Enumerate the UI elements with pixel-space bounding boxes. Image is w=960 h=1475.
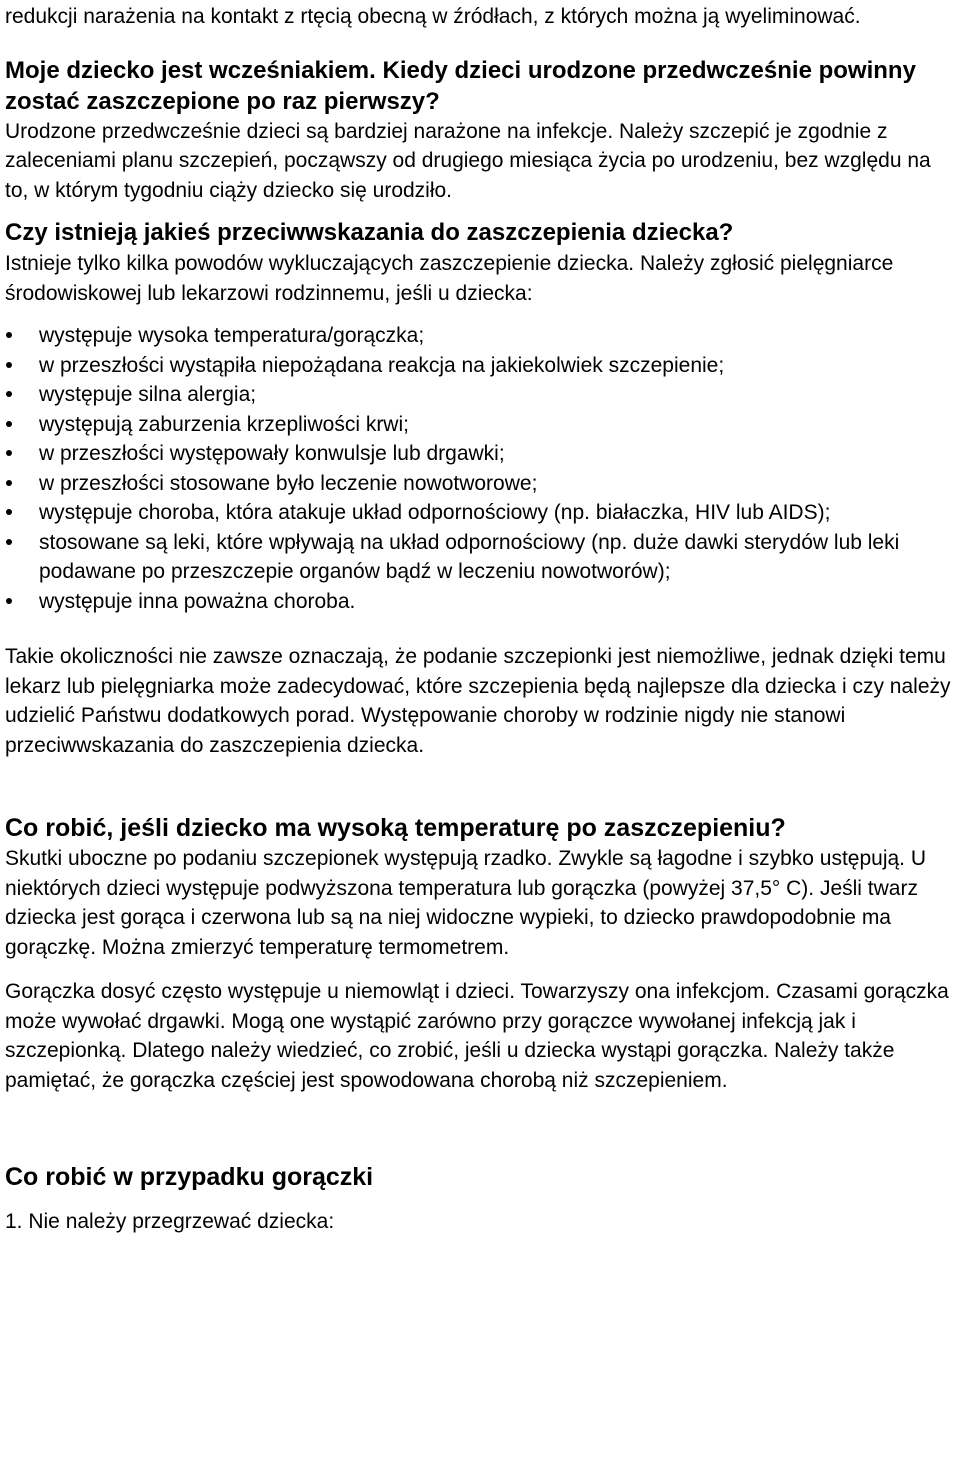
contraindications-list: [5, 321, 955, 616]
list-item: występuje silna alergia;: [5, 380, 955, 410]
list-item: w przeszłości stosowane było leczenie nowotworowe;: [5, 469, 955, 499]
fever-steps-heading: Co robić w przypadku gorączki: [5, 1163, 374, 1191]
list-item: stosowane są leki, które wpływają na układ odpornościowy (np. duże dawki sterydów lub leki podawane po przeszczepie organów bądź w leczeniu nowotworów);: [5, 528, 955, 587]
premature-heading: Moje dziecko jest wcześniakiem. Kiedy dzieci urodzone przedwcześnie powinny zostać zaszczepione po raz pierwszy?: [5, 56, 916, 115]
list-item: w przeszłości występowały konwulsje lub drgawki;: [5, 439, 955, 469]
premature-paragraph: Urodzone przedwcześnie dzieci są bardziej narażone na infekcje. Należy szczepić je zgodnie z zaleceniami planu szczepień, począwszy od drugiego miesiąca życia po urodzeniu, bez względu na to, w którym tygodniu ciąży dziecko się urodziło.: [5, 119, 931, 202]
intro-paragraph: redukcji narażenia na kontakt z rtęcią obecną w źródłach, z których można ją wyeliminować.: [5, 5, 861, 28]
list-item: występuje inna poważna choroba.: [5, 587, 955, 617]
contraindications-intro: Istnieje tylko kilka powodów wykluczających zaszczepienie dziecka. Należy zgłosić pielęgniarce środowiskowej lub lekarzowi rodzinnemu, jeśli u dziecka:: [5, 252, 894, 305]
list-item: występuje choroba, która atakuje układ odpornościowy (np. białaczka, HIV lub AIDS);: [5, 498, 955, 528]
list-item: występuje wysoka temperatura/gorączka;: [5, 321, 955, 351]
fever-step-1: 1. Nie należy przegrzewać dziecka:: [5, 1210, 335, 1233]
list-item: w przeszłości wystąpiła niepożądana reakcja na jakiekolwiek szczepienie;: [5, 351, 955, 381]
fever-paragraph-1: Skutki uboczne po podaniu szczepionek występują rzadko. Zwykle są łagodne i szybko ustępują. U niektórych dzieci występuje podwyższona temperatura lub gorączka (powyżej 37,5° C). Jeśli twarz dziecka jest gorąca i czerwona lub są na niej widoczne wypieki, to dziecko prawdopodobnie ma gorączkę. Można zmierzyć temperaturę termometrem.: [5, 847, 927, 959]
list-item: występują zaburzenia krzepliwości krwi;: [5, 410, 955, 440]
fever-heading: Co robić, jeśli dziecko ma wysoką temperaturę po zaszczepieniu?: [5, 814, 786, 842]
contraindications-heading: Czy istnieją jakieś przeciwwskazania do zaszczepienia dziecka?: [5, 219, 734, 246]
fever-paragraph-2: Gorączka dosyć często występuje u niemowląt i dzieci. Towarzyszy ona infekcjom. Czasami gorączka może wywołać drgawki. Mogą one wystąpić zarówno przy gorączce wywołanej infekcją jak i szczepionką. Dlatego należy wiedzieć, co zrobić, jeśli u dziecka wystąpi gorączka. Należy także pamiętać, że gorączka częściej jest spowodowana chorobą niż szczepieniem.: [5, 980, 949, 1092]
contraindications-closing: Takie okoliczności nie zawsze oznaczają, że podanie szczepionki jest niemożliwe, jednak dzięki temu lekarz lub pielęgniarka może zadecydować, które szczepienia będą najlepsze dla dziecka i czy należy udzielić Państwu dodatkowych porad. Występowanie choroby w rodzinie nigdy nie stanowi przeciwwskazania do zaszczepienia dziecka.: [5, 645, 951, 757]
